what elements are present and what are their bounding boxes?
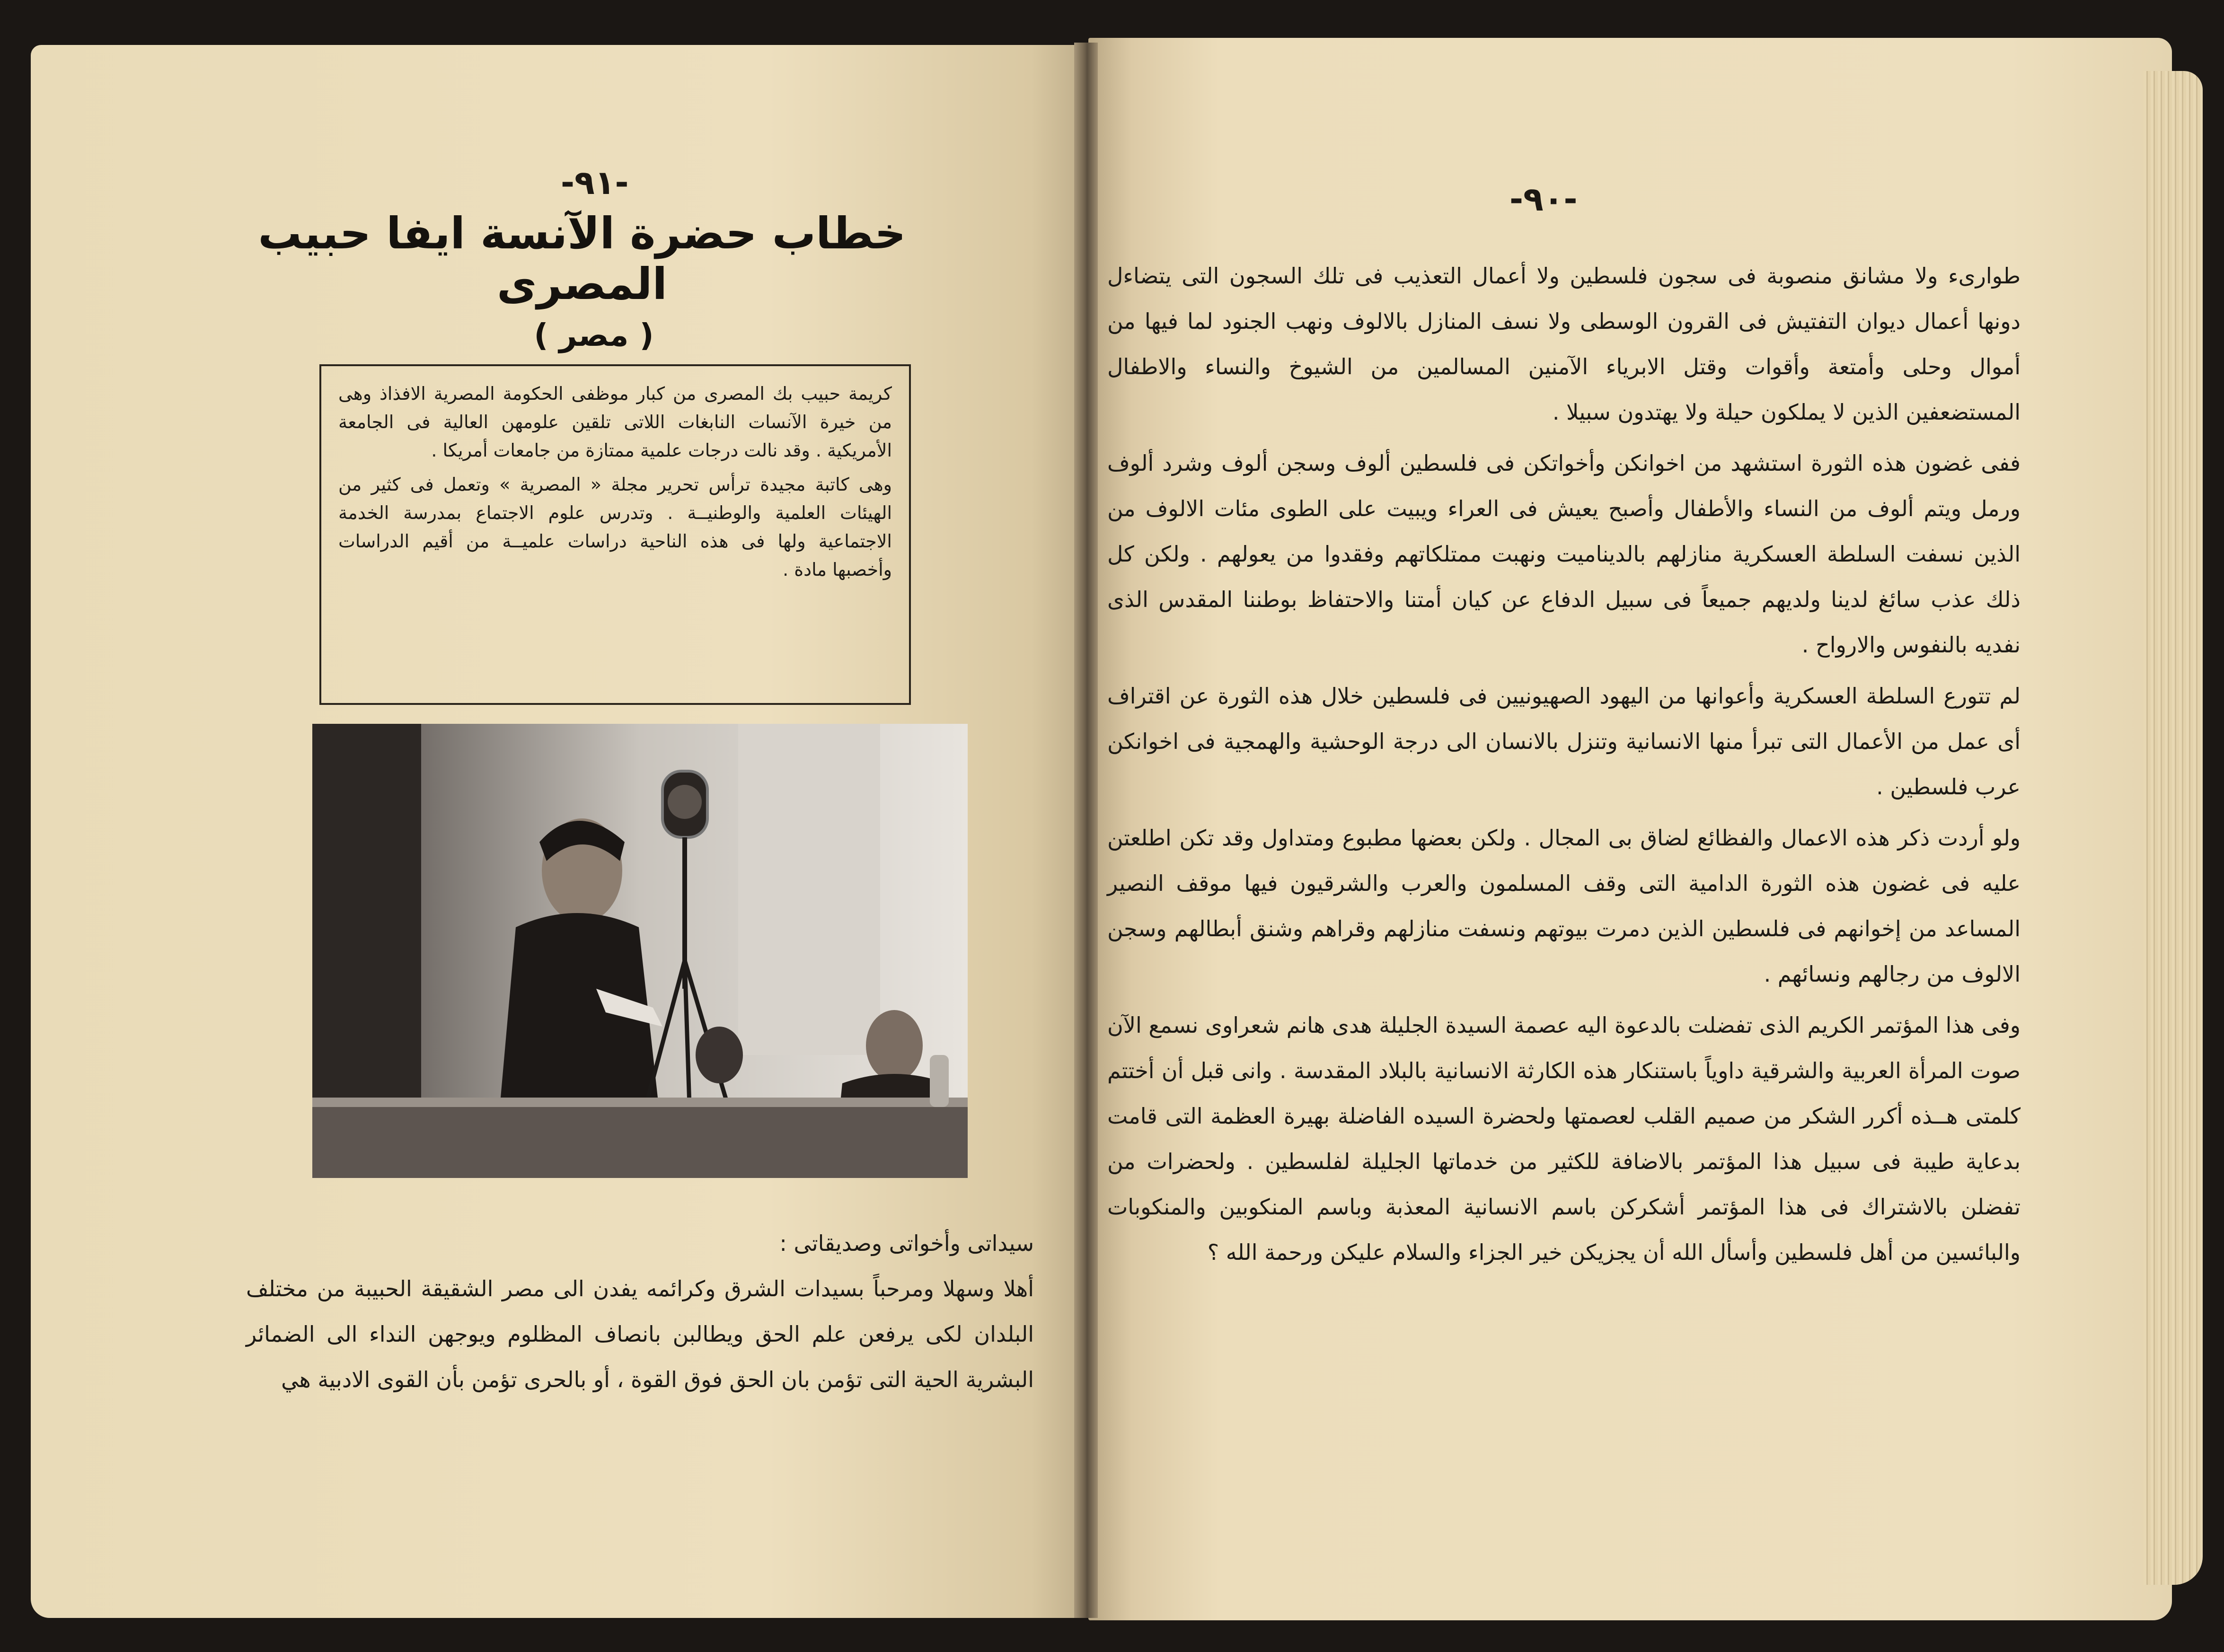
page-edges [2144, 71, 2203, 1585]
speaker-photo [312, 724, 968, 1178]
speech-country: ( مصر ) [534, 317, 654, 353]
bio-paragraph: كريمة حبيب بك المصرى من كبار موظفى الحكومة المصرية الافذاذ وهى من خيرة الآنسات النابغات اللاتى تلقين علومهن العالية فى الجامعة الأمريكية . وقد نالت درجات علمية ممتازة من جامعات أمريكا . [338, 383, 892, 461]
left-page-body [246, 1221, 1034, 1402]
bio-paragraph: وهى كاتبة مجيدة ترأس تحرير مجلة « المصرية » وتعمل فى كثير من الهيئات العلمية والوطنيــة . وتدرس علوم الاجتماع بمدرسة الخدمة الاجتماعية ولها فى هذه الناحية دراسات علميــة من أقيم الدراسات وأخصبها مادة . [338, 474, 892, 580]
left-page-number: -٩١- [561, 163, 629, 202]
body-paragraph: أهلا وسهلا ومرحباً بسيدات الشرق وكرائمه يفدن الى مصر الشقيقة الحبيبة من مختلف البلدان لكى يرفعن علم الحق ويطالبن بانصاف المظلوم ويوجهن النداء الى الضمائر البشرية الحية التى تؤمن بان الحق فوق القوة ، أو بالحرى تؤمن بأن القوى الادبية هي [246, 1276, 1034, 1392]
body-paragraph: لم تتورع السلطة العسكرية وأعوانها من اليهود الصهيونيين فى فلسطين خلال هذه الثورة عن اقتراف أى عمل من الأعمال التى تبرأ منها الانسانية وتنزل بالانسان الى درجة الوحشية والهمجية فى اخوانكن عرب فلسطين . [1107, 683, 2021, 800]
body-paragraph: طوارىء ولا مشانق منصوبة فى سجون فلسطين ولا أعمال التعذيب فى تلك السجون التى يتضاءل دونها أعمال ديوان التفتيش فى القرون الوسطى ولا نسف المنازل بالالوف ونهب الجنود لما فيها من أموال وحلى وأمتعة وأقوات وقتل الابرياء الآمنين المسالمين من الشيوخ والنساء والاطفال المستضعفين الذين لا يملكون حيلة ولا يهتدون سبيلا . [1107, 263, 2021, 425]
biography-box [319, 364, 911, 705]
right-page-number: -٩٠- [1509, 180, 1578, 219]
body-paragraph: وفى هذا المؤتمر الكريم الذى تفضلت بالدعوة اليه عصمة السيدة الجليلة هدى هانم شعراوى نسمع الآن صوت المرأة العربية والشرقية داوياً باستنكار هذه الكارثة الانسانية بالبلاد المقدسة . وانى قبل أن أختتم كلمتى هــذه أكرر الشكر من صميم القلب لعصمتها ولحضرة السيده الفاضلة بهيرة العظمة التى قامت بدعاية طيبة فى سبيل هذا المؤتمر بالاضافة للكثير من خدماتها الجليلة لفلسطين . ولحضرات من تفضلن بالاشتراك فى هذا المؤتمر أشكركن باسم الانسانية المعذبة وباسم المنكوبين والمنكوبات والبائسين من أهل فلسطين وأسأل الله أن يجزيكن خير الجزاء والسلام عليكن ورحمة الله ؟ [1107, 1012, 2021, 1265]
body-paragraph: ففى غضون هذه الثورة استشهد من اخوانكن وأخواتكن فى فلسطين ألوف وسجن ألوف وشرد ألوف ورمل ويتم ألوف من النساء والأطفال وأصبح يعيش فى العراء ويبيت على الطوى مئات الالوف من الذين نسفت السلطة العسكرية منازلهم بالديناميت ونهبت ممتلكاتهم وفقدوا من يعولهم . ولكن كل ذلك عذب سائغ لدينا ولديهم جميعاً فى سبيل الدفاع عن كيان أمتنا والاحتفاظ بوطننا المقدس الذى نفديه بالنفوس والارواح . [1107, 450, 2021, 658]
right-page-body [1107, 253, 2021, 1281]
speech-title: خطاب حضرة الآنسة ايفا حبيب المصرى [258, 208, 906, 309]
salutation: سيداتى وأخواتى وصديقاتى : [779, 1230, 1034, 1256]
book-spine [1074, 43, 1098, 1618]
body-paragraph: ولو أردت ذكر هذه الاعمال والفظائع لضاق بى المجال . ولكن بعضها مطبوع ومتداول وقد تكن اطلعتن عليه فى غضون هذه الثورة الدامية التى وقف المسلمون والعرب والشرقيون فيها موقف النصير المساعد من إخوانهم فى فلسطين الذين دمرت بيوتهم ونسفت منازلهم وقراهم وشنق أبطالهم وسجن الالوف من رجالهم ونسائهم . [1107, 825, 2021, 987]
